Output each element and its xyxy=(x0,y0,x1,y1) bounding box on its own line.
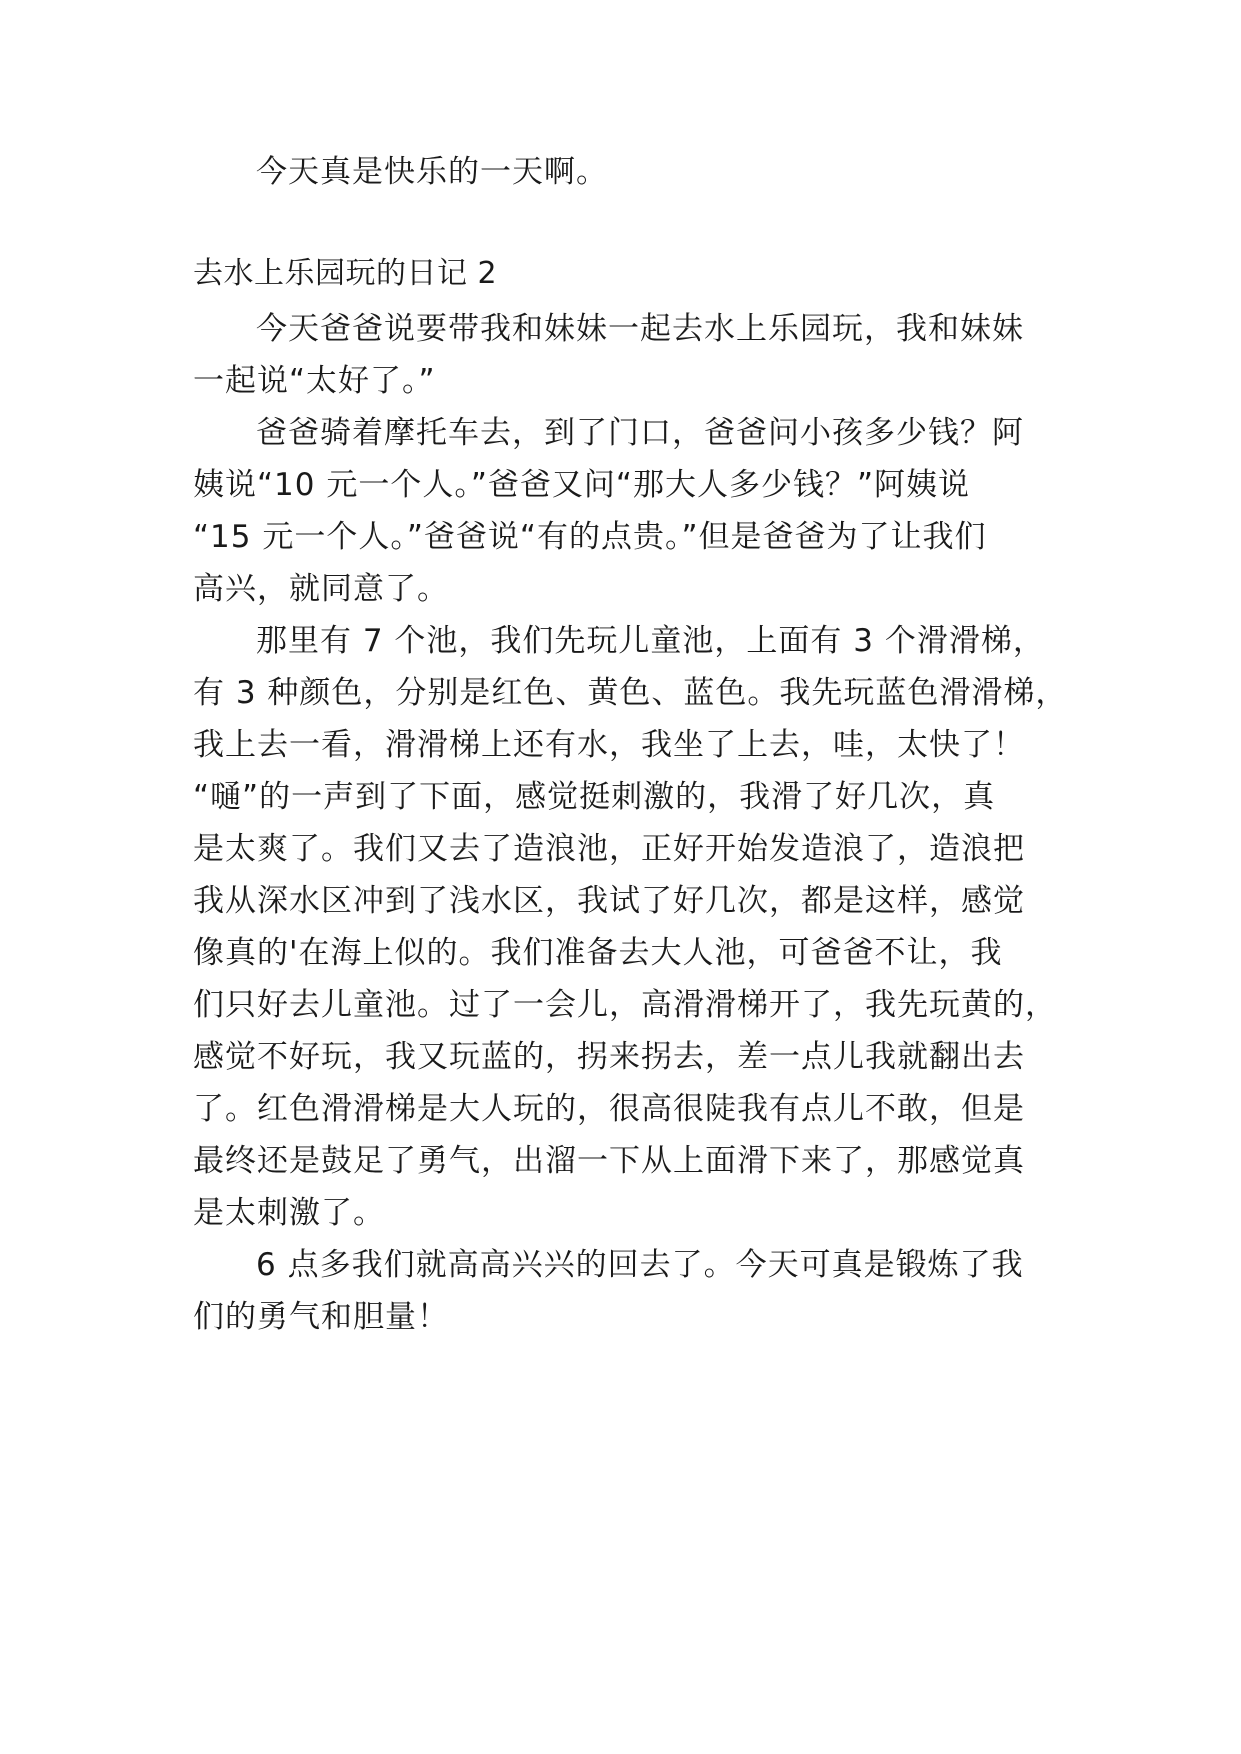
paragraph-line: “嗵”的一声到了下面，感觉挺刺激的，我滑了好几次，真 xyxy=(193,779,996,815)
closing-line: 今天真是快乐的一天啊。 xyxy=(256,154,608,190)
paragraph-line: 最终还是鼓足了勇气，出溜一下从上面滑下来了，那感觉真 xyxy=(193,1143,1025,1179)
paragraph-line: 那里有 7 个池，我们先玩儿童池，上面有 3 个滑滑梯， xyxy=(256,623,1045,659)
paragraph-line: 感觉不好玩，我又玩蓝的，拐来拐去，差一点儿我就翻出去 xyxy=(193,1039,1025,1075)
paragraph-line: 我从深水区冲到了浅水区，我试了好几次，都是这样，感觉 xyxy=(193,883,1025,919)
paragraph-line: 是太刺激了。 xyxy=(193,1195,385,1231)
paragraph-line: 了。红色滑滑梯是大人玩的，很高很陡我有点儿不敢，但是 xyxy=(193,1091,1025,1127)
paragraph-line: 高兴，就同意了。 xyxy=(193,571,449,607)
paragraph-line: 一起说“太好了。” xyxy=(193,363,436,399)
paragraph-line: 我上去一看，滑滑梯上还有水，我坐了上去，哇，太快了！ xyxy=(193,727,1025,763)
paragraph-line: 们的勇气和胆量！ xyxy=(193,1299,449,1335)
document-title: 去水上乐园玩的日记 2 xyxy=(193,256,498,291)
paragraph-line: 爸爸骑着摩托车去，到了门口，爸爸问小孩多少钱？阿 xyxy=(256,415,1024,451)
paragraph-line: 像真的'在海上似的。我们准备去大人池，可爸爸不让，我 xyxy=(193,935,1003,971)
paragraph-line: “15 元一个人。”爸爸说“有的点贵。”但是爸爸为了让我们 xyxy=(193,519,987,555)
paragraph-line: 姨说“10 元一个人。”爸爸又问“那大人多少钱？”阿姨说 xyxy=(193,467,971,503)
paragraph-line: 6 点多我们就高高兴兴的回去了。今天可真是锻炼了我 xyxy=(256,1247,1024,1283)
paragraph-line: 们只好去儿童池。过了一会儿，高滑滑梯开了，我先玩黄的， xyxy=(193,987,1057,1023)
paragraph-line: 今天爸爸说要带我和妹妹一起去水上乐园玩，我和妹妹 xyxy=(256,311,1024,347)
paragraph-line: 是太爽了。我们又去了造浪池，正好开始发造浪了，造浪把 xyxy=(193,831,1025,867)
paragraph-line: 有 3 种颜色，分别是红色、黄色、蓝色。我先玩蓝色滑滑梯， xyxy=(193,675,1068,711)
